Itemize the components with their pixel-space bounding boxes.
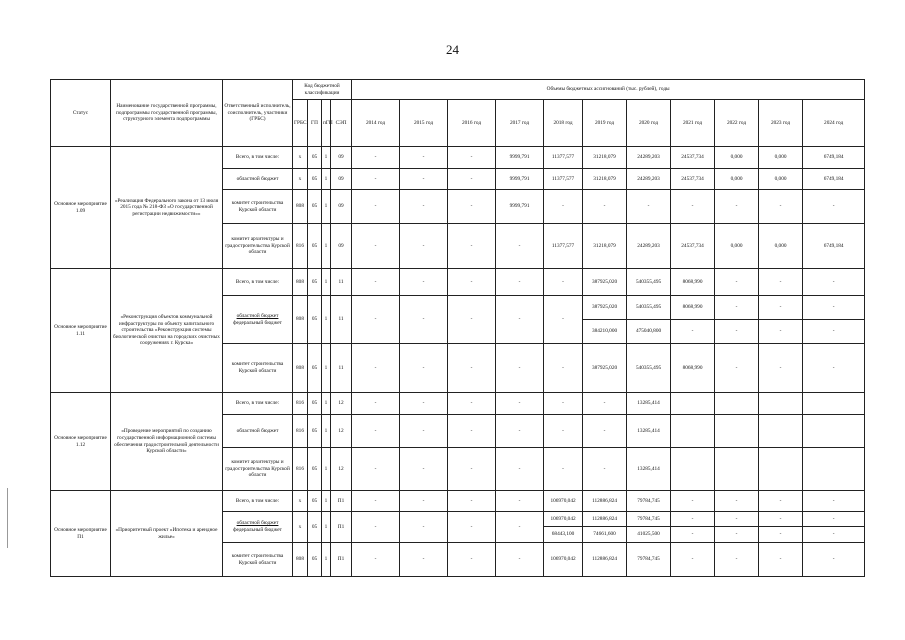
row-executor	[223, 512, 293, 543]
code-cell: 11	[331, 269, 352, 296]
value-cell: -	[496, 224, 544, 269]
code-cell: 1	[322, 448, 331, 491]
header-name: Наименование государственной программы, подпрограммы государственной программы, структурного элемента подпрограммы	[111, 80, 223, 147]
code-cell: 05	[308, 344, 322, 393]
value-cell: -	[671, 190, 715, 224]
code-cell: 05	[308, 147, 322, 169]
value-cell: 112886,824	[583, 491, 627, 512]
value-cell: 9999,791	[496, 190, 544, 224]
row-executor: областной бюджет	[223, 415, 293, 448]
value-cell: -	[400, 169, 448, 190]
code-cell: 808	[293, 344, 308, 393]
header-executor: Ответственный исполнитель, соисполнитель, участники (ГРБС)	[223, 80, 293, 147]
value-cell: -	[400, 147, 448, 169]
value-cell: 540355,495	[627, 269, 671, 296]
value-cell: -	[803, 543, 865, 577]
header-code-col: ГП	[308, 100, 322, 147]
code-cell: 808	[293, 190, 308, 224]
value-cell: -	[671, 491, 715, 512]
value-cell: -	[400, 393, 448, 415]
code-cell: x	[293, 147, 308, 169]
code-cell: 05	[308, 512, 322, 543]
value-cell: -	[496, 393, 544, 415]
header-row	[51, 80, 865, 100]
code-cell: 05	[308, 169, 322, 190]
value-cell: -	[671, 512, 715, 527]
row-executor: комитет архитектуры и градостроительства Курской области	[223, 224, 293, 269]
value-cell: -	[448, 543, 496, 577]
row-status: Основное мероприятие П1	[51, 491, 111, 577]
value-cell: -	[448, 415, 496, 448]
code-cell: 1	[322, 296, 331, 344]
value-cell: 475040,800	[627, 320, 671, 344]
value-cell: 13285,414	[627, 448, 671, 491]
value-cell: -	[715, 512, 759, 527]
value-cell: -	[448, 491, 496, 512]
header-code-group: Код бюджетной классификации	[293, 80, 352, 100]
value-cell: -	[715, 344, 759, 393]
value-cell: -	[544, 269, 583, 296]
code-cell: 12	[331, 415, 352, 448]
value-cell: -	[715, 527, 759, 543]
value-cell: -	[803, 512, 865, 527]
code-cell: 1	[322, 393, 331, 415]
code-cell: x	[293, 512, 308, 543]
value-cell: -	[583, 415, 627, 448]
value-cell: 11377,577	[544, 169, 583, 190]
value-cell: -	[496, 448, 544, 491]
value-cell: -	[544, 190, 583, 224]
row-executor: Всего, в том числе:	[223, 393, 293, 415]
value-cell: -	[759, 320, 803, 344]
row-executor: комитет строительства Курской области	[223, 543, 293, 577]
header-year: 2021 год	[671, 100, 715, 147]
value-cell: -	[400, 491, 448, 512]
value-cell: -	[496, 344, 544, 393]
value-cell: 68443,100	[544, 527, 583, 543]
row-executor: комитет строительства Курской области	[223, 344, 293, 393]
header-year: 2018 год	[544, 100, 583, 147]
value-cell	[759, 393, 803, 415]
value-cell: -	[803, 296, 865, 320]
code-cell: 05	[308, 190, 322, 224]
header-budget-group: Объемы бюджетных ассигнований (тыс. рублей), годы	[352, 80, 865, 100]
value-cell	[671, 448, 715, 491]
code-cell: 05	[308, 393, 322, 415]
value-cell: 6749,184	[803, 224, 865, 269]
value-cell: 0,000	[759, 147, 803, 169]
value-cell: -	[544, 344, 583, 393]
value-cell	[759, 415, 803, 448]
executor-label-regional: областной бюджет	[236, 520, 279, 527]
value-cell: -	[544, 415, 583, 448]
row-name: «Реконструкция объектов коммунальной инфраструктуры по объекту капитального строительства «Реконструкция системы биологической очистки на городских очистных сооружениях г. Курска»	[111, 269, 223, 393]
value-cell: -	[496, 543, 544, 577]
value-cell: -	[400, 543, 448, 577]
code-cell: 09	[331, 224, 352, 269]
code-cell: x	[293, 491, 308, 512]
value-cell: -	[759, 512, 803, 527]
value-cell: -	[803, 320, 865, 344]
code-cell: 816	[293, 415, 308, 448]
value-cell: -	[544, 448, 583, 491]
header-year: 2015 год	[400, 100, 448, 147]
header-year: 2022 год	[715, 100, 759, 147]
header-year: 2023 год	[759, 100, 803, 147]
value-cell: 9999,791	[496, 147, 544, 169]
value-cell: -	[715, 190, 759, 224]
row-executor: областной бюджет	[223, 169, 293, 190]
value-cell: -	[352, 415, 400, 448]
row-executor	[223, 296, 293, 344]
code-cell: 12	[331, 448, 352, 491]
margin-mark	[7, 488, 8, 548]
header-year: 2017 год	[496, 100, 544, 147]
value-cell: 387925,020	[583, 269, 627, 296]
value-cell: -	[448, 448, 496, 491]
code-cell: 1	[322, 512, 331, 543]
header-code-col: пГП	[322, 100, 331, 147]
value-cell: 11377,577	[544, 147, 583, 169]
value-cell	[803, 415, 865, 448]
value-cell: 106970,042	[544, 491, 583, 512]
row-executor: Всего, в том числе:	[223, 147, 293, 169]
value-cell: 8068,990	[671, 296, 715, 320]
header-year: 2014 год	[352, 100, 400, 147]
value-cell: 24289,203	[627, 224, 671, 269]
code-cell: 1	[322, 344, 331, 393]
value-cell: -	[448, 296, 496, 344]
value-cell	[803, 393, 865, 415]
value-cell: 79784,745	[627, 543, 671, 577]
code-cell: x	[293, 169, 308, 190]
code-cell: 1	[322, 190, 331, 224]
value-cell	[759, 448, 803, 491]
code-cell: 05	[308, 415, 322, 448]
value-cell: 0,000	[759, 169, 803, 190]
value-cell: -	[352, 344, 400, 393]
code-cell: 816	[293, 393, 308, 415]
value-cell: 112886,824	[583, 512, 627, 527]
value-cell: 112886,824	[583, 543, 627, 577]
header-code-col: СЭП	[331, 100, 352, 147]
value-cell: 540355,495	[627, 344, 671, 393]
value-cell: -	[448, 344, 496, 393]
value-cell: -	[448, 269, 496, 296]
value-cell: -	[352, 269, 400, 296]
value-cell: -	[400, 448, 448, 491]
value-cell: -	[496, 512, 544, 543]
code-cell: 1	[322, 269, 331, 296]
row-executor: Всего, в том числе:	[223, 491, 293, 512]
executor-label-regional: областной бюджет	[236, 312, 279, 319]
value-cell: -	[715, 296, 759, 320]
code-cell: 1	[322, 224, 331, 269]
code-cell: 09	[331, 190, 352, 224]
row-executor: комитет строительства Курской области	[223, 190, 293, 224]
value-cell: -	[352, 296, 400, 344]
value-cell: 387925,020	[583, 344, 627, 393]
value-cell: -	[544, 393, 583, 415]
header-year: 2019 год	[583, 100, 627, 147]
code-cell: 11	[331, 344, 352, 393]
value-cell: 31218,079	[583, 169, 627, 190]
code-cell: 1	[322, 543, 331, 577]
value-cell: 106970,042	[544, 512, 583, 527]
value-cell: -	[496, 269, 544, 296]
table-row	[51, 147, 865, 169]
value-cell: -	[759, 344, 803, 393]
value-cell: -	[448, 190, 496, 224]
code-cell: 808	[293, 543, 308, 577]
value-cell: -	[352, 512, 400, 543]
header-status: Статус	[51, 80, 111, 147]
code-cell: 05	[308, 491, 322, 512]
value-cell: -	[352, 393, 400, 415]
value-cell: -	[715, 543, 759, 577]
value-cell: 41025,500	[627, 527, 671, 543]
code-cell: 1	[322, 147, 331, 169]
value-cell: -	[400, 190, 448, 224]
code-cell: 1	[322, 491, 331, 512]
value-cell: -	[671, 543, 715, 577]
value-cell: 79784,745	[627, 512, 671, 527]
value-cell: 0,000	[715, 224, 759, 269]
value-cell: -	[352, 147, 400, 169]
value-cell: -	[544, 296, 583, 344]
value-cell: 13285,414	[627, 393, 671, 415]
value-cell: 9999,791	[496, 169, 544, 190]
code-cell: 808	[293, 269, 308, 296]
row-status: Основное мероприятие 1.12	[51, 393, 111, 491]
code-cell: 05	[308, 448, 322, 491]
value-cell: -	[803, 491, 865, 512]
value-cell: -	[448, 224, 496, 269]
value-cell: 540355,495	[627, 296, 671, 320]
value-cell: 0,000	[715, 169, 759, 190]
value-cell: -	[759, 269, 803, 296]
value-cell: 24289,203	[627, 169, 671, 190]
value-cell: -	[400, 296, 448, 344]
value-cell: -	[583, 448, 627, 491]
page-number: 24	[446, 42, 459, 57]
code-cell: П1	[331, 543, 352, 577]
executor-label-federal: федеральный бюджет	[233, 527, 282, 533]
value-cell: 79784,745	[627, 491, 671, 512]
row-status: Основное мероприятие 1.09	[51, 147, 111, 269]
value-cell: -	[803, 344, 865, 393]
value-cell: -	[759, 190, 803, 224]
value-cell: -	[352, 491, 400, 512]
value-cell: -	[400, 512, 448, 543]
header-code-col: ГРБС	[293, 100, 308, 147]
code-cell: 12	[331, 393, 352, 415]
code-cell: П1	[331, 491, 352, 512]
value-cell	[715, 448, 759, 491]
value-cell: -	[583, 393, 627, 415]
value-cell: -	[496, 296, 544, 344]
code-cell: 1	[322, 169, 331, 190]
value-cell: 24289,203	[627, 147, 671, 169]
value-cell: -	[583, 190, 627, 224]
value-cell: -	[759, 527, 803, 543]
executor-label-federal: федеральный бюджет	[233, 319, 282, 326]
value-cell: 13285,414	[627, 415, 671, 448]
table-row	[51, 393, 865, 415]
value-cell: -	[352, 543, 400, 577]
value-cell: -	[715, 269, 759, 296]
value-cell: -	[496, 491, 544, 512]
code-cell: 05	[308, 543, 322, 577]
row-executor: Всего, в том числе:	[223, 269, 293, 296]
value-cell: -	[759, 491, 803, 512]
value-cell: 31218,079	[583, 224, 627, 269]
value-cell: 24537,734	[671, 224, 715, 269]
value-cell: -	[400, 224, 448, 269]
code-cell: 808	[293, 296, 308, 344]
value-cell: 11377,577	[544, 224, 583, 269]
header-year: 2024 год	[803, 100, 865, 147]
value-cell: -	[352, 169, 400, 190]
value-cell: -	[671, 527, 715, 543]
budget-table	[50, 79, 865, 577]
value-cell: -	[352, 190, 400, 224]
code-cell: 05	[308, 296, 322, 344]
table-row	[51, 491, 865, 512]
code-cell: 05	[308, 224, 322, 269]
value-cell	[671, 393, 715, 415]
value-cell: -	[627, 190, 671, 224]
value-cell: -	[352, 448, 400, 491]
value-cell	[671, 415, 715, 448]
value-cell: 106970,042	[544, 543, 583, 577]
value-cell: 24537,734	[671, 169, 715, 190]
value-cell: 8068,990	[671, 344, 715, 393]
value-cell: 6749,184	[803, 169, 865, 190]
value-cell: 0,000	[715, 147, 759, 169]
header-year: 2016 год	[448, 100, 496, 147]
value-cell: -	[400, 344, 448, 393]
value-cell: 31218,079	[583, 147, 627, 169]
value-cell: -	[400, 269, 448, 296]
value-cell: -	[715, 491, 759, 512]
value-cell: -	[715, 320, 759, 344]
value-cell: 0,000	[759, 224, 803, 269]
value-cell: 6749,184	[803, 147, 865, 169]
value-cell: -	[400, 415, 448, 448]
row-name: «Проведение мероприятий по созданию государственной информационной системы обеспечения градостроительной деятельности Курской области»	[111, 393, 223, 491]
value-cell: 74661,600	[583, 527, 627, 543]
value-cell: -	[759, 296, 803, 320]
code-cell: 05	[308, 269, 322, 296]
value-cell: -	[803, 527, 865, 543]
row-name: «Приоритетный проект «Ипотека и арендное жилье»	[111, 491, 223, 577]
value-cell	[803, 448, 865, 491]
value-cell: 387925,020	[583, 296, 627, 320]
value-cell: 8068,990	[671, 269, 715, 296]
value-cell: -	[759, 543, 803, 577]
value-cell: -	[496, 415, 544, 448]
code-cell: 09	[331, 147, 352, 169]
value-cell: -	[448, 512, 496, 543]
header-year: 2020 год	[627, 100, 671, 147]
value-cell: -	[803, 190, 865, 224]
value-cell	[715, 415, 759, 448]
value-cell: -	[448, 147, 496, 169]
value-cell	[715, 393, 759, 415]
code-cell: П1	[331, 512, 352, 543]
value-cell: -	[803, 269, 865, 296]
row-name: «Реализация Федерального закона от 13 июля 2015 года № 218-ФЗ «О государственной регистрации недвижимости»»	[111, 147, 223, 269]
value-cell: -	[448, 169, 496, 190]
value-cell: 384210,000	[583, 320, 627, 344]
code-cell: 11	[331, 296, 352, 344]
value-cell: 24537,734	[671, 147, 715, 169]
value-cell: -	[352, 224, 400, 269]
value-cell: -	[671, 320, 715, 344]
row-executor: комитет архитектуры и градостроительства Курской области	[223, 448, 293, 491]
table-row	[51, 269, 865, 296]
code-cell: 816	[293, 448, 308, 491]
code-cell: 09	[331, 169, 352, 190]
code-cell: 816	[293, 224, 308, 269]
row-status: Основное мероприятие 1.11	[51, 269, 111, 393]
code-cell: 1	[322, 415, 331, 448]
value-cell: -	[448, 393, 496, 415]
